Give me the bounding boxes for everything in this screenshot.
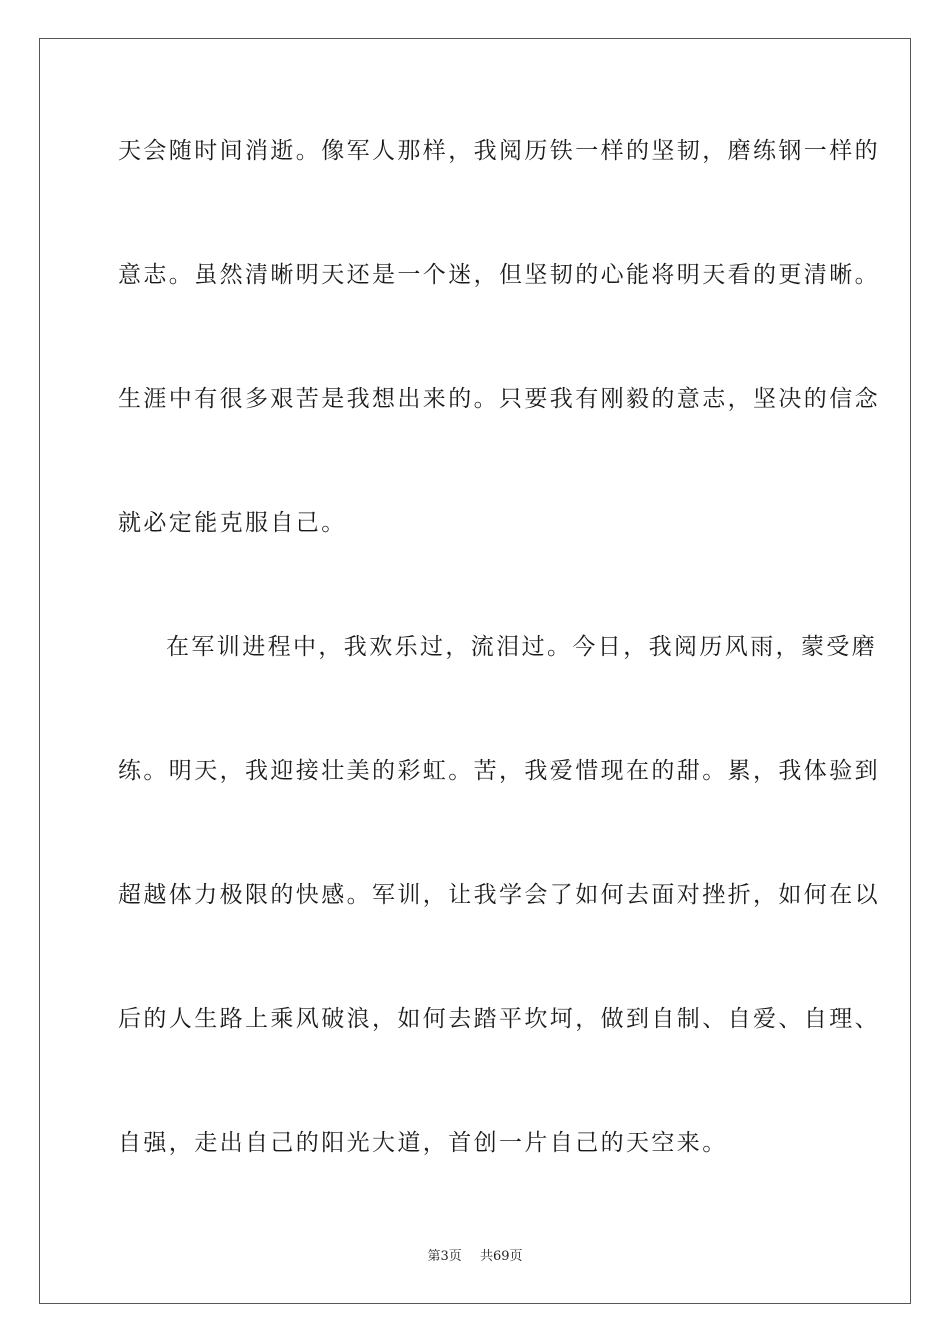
body-text-line-8: 后的人生路上乘风破浪，如何去踏平坎坷，做到自制、自爱、自理、 xyxy=(118,1006,880,1032)
body-text-line-3: 生涯中有很多艰苦是我想出来的。只要我有刚毅的意志，坚决的信念 xyxy=(118,386,880,412)
page-total: 共69页 xyxy=(479,1249,523,1264)
body-text-line-1: 天会随时间消逝。像军人那样，我阅历铁一样的坚韧，磨练钢一样的 xyxy=(118,138,880,164)
body-text-line-7: 超越体力极限的快感。军训，让我学会了如何去面对挫折，如何在以 xyxy=(118,882,880,908)
page-number: 第3页 xyxy=(427,1249,462,1264)
body-text-line-6: 练。明天，我迎接壮美的彩虹。苦，我爱惜现在的甜。累，我体验到 xyxy=(118,758,880,784)
body-text-line-4: 就必定能克服自己。 xyxy=(118,510,347,536)
body-text-line-9: 自强，走出自己的阳光大道，首创一片自己的天空来。 xyxy=(118,1130,728,1156)
page-border xyxy=(39,38,911,1304)
page-footer xyxy=(0,1249,950,1265)
body-text-line-2: 意志。虽然清晰明天还是一个迷，但坚韧的心能将明天看的更清晰。 xyxy=(118,262,880,288)
body-text-line-5: 在军训进程中，我欢乐过，流泪过。今日，我阅历风雨，蒙受磨 xyxy=(166,634,878,660)
